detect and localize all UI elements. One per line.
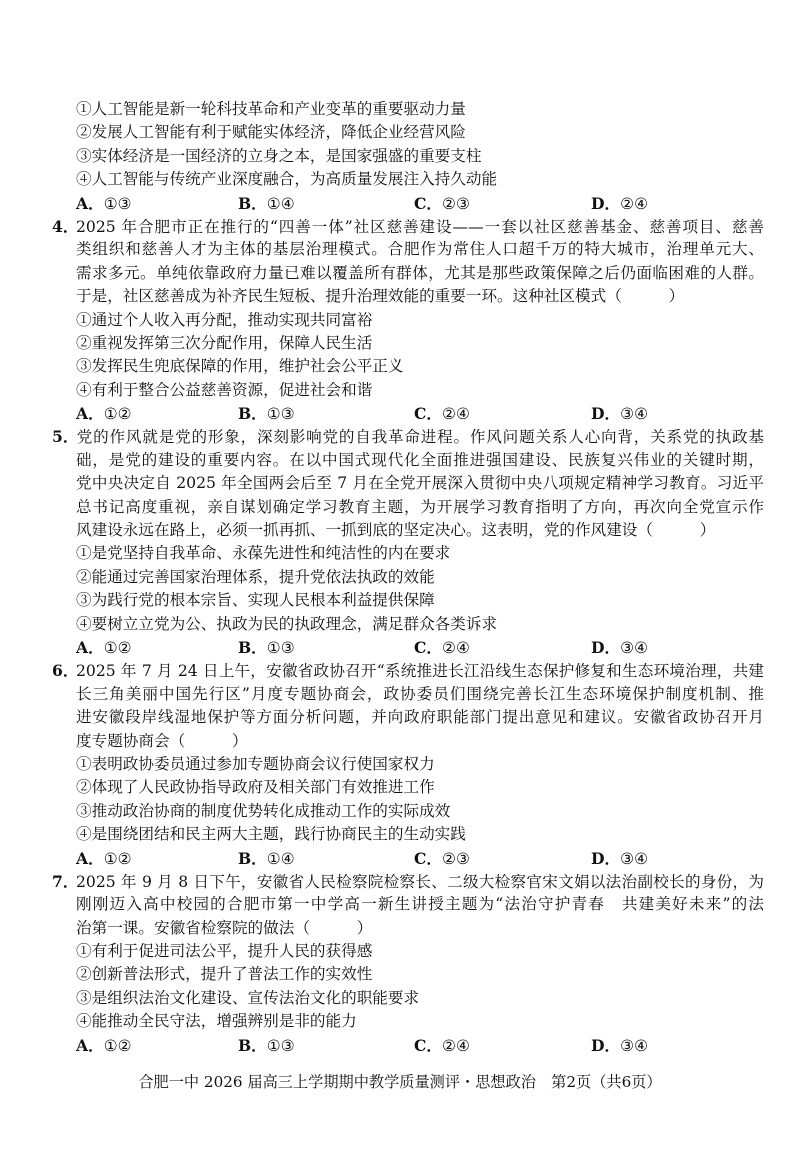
question-number: 7．: [52, 871, 79, 891]
statement: ②能通过完善国家治理体系，提升党依法执政的效能: [76, 567, 435, 586]
question-number: 4．: [52, 216, 79, 236]
statement: ④能推动全民守法，增强辨别是非的能力: [76, 1012, 357, 1031]
question-3: [0, 98, 800, 215]
question-stem-line: 刚刚迈入高中校园的合肥市第一中学高一新生讲授主题为“法治守护青春 共建美好未来”的法: [76, 895, 764, 914]
choice-b: B．①③: [238, 404, 295, 424]
question-stem-line: 长三角美丽中国先行区”月度专题协商会，政协委员们围绕完善长江生态环境保护制度机制、推: [76, 684, 764, 703]
statement: ①有利于促进司法公平，提升人民的获得感: [76, 942, 373, 961]
question-stem-line: 4．2025 年合肥市正在推行的“四善一体”社区慈善建设——一套以社区慈善基金、慈善项目、慈善: [0, 215, 800, 238]
choice-c: C．②③: [414, 193, 470, 213]
statement: ④要树立立党为公、执政为民的执政理念，满足群众各类诉求: [76, 614, 498, 633]
choice-b: B．①③: [238, 1035, 295, 1055]
question-stem-line: 进安徽段岸线湿地保护等方面分析问题，并向政府职能部门提出意见和建议。安徽省政协召开月: [76, 708, 764, 727]
choice-c: C．②④: [414, 637, 470, 657]
question-stem-line: 治第一课。安徽省检察院的做法（ ）: [76, 918, 373, 937]
statement: ④有利于整合公益慈善资源，促进社会和谐: [76, 380, 373, 399]
choice-a: A．①③: [76, 193, 132, 213]
choice-b: B．①④: [238, 193, 295, 213]
choice-b: B．①④: [238, 848, 295, 868]
statement: ③发挥民生兜底保障的作用，维护社会公平正义: [76, 357, 404, 376]
statement: ②重视发挥第三次分配作用，保障人民生活: [76, 333, 373, 352]
choice-d: D．③④: [591, 1035, 649, 1055]
question-stem-line: 7．2025 年 9 月 8 日下午，安徽省人民检察院检察长、二级大检察官宋文娟以法治副校长的身份，为: [0, 870, 800, 893]
statement: ③是组织法治文化建设、宣传法治文化的职能要求: [76, 988, 420, 1007]
statement: ②发展人工智能有利于赋能实体经济，降低企业经营风险: [76, 123, 466, 142]
statement: ③推动政治协商的制度优势转化成推动工作的实际成效: [76, 801, 451, 820]
statement: ①是党坚持自我革命、永葆先进性和纯洁性的内在要求: [76, 544, 451, 563]
statement: ②体现了人民政协指导政府及相关部门有效推进工作: [76, 778, 435, 797]
choice-d: D．③④: [591, 404, 649, 424]
choice-c: C．②④: [414, 404, 470, 424]
question-number: 6．: [52, 661, 79, 681]
question-5: [0, 425, 800, 659]
choice-a: A．①②: [76, 404, 132, 424]
question-6: [0, 659, 800, 870]
statement: ④人工智能与传统产业深度融合，为高质量发展注入持久动能: [76, 170, 498, 189]
question-stem-line: 党中央决定自 2025 年全国两会后至 7 月在全党开展深入贯彻中央八项规定精神学习教育。习近平: [76, 474, 764, 493]
question-stem-line: 于是，社区慈善成为补齐民生短板、提升治理效能的重要一环。这种社区模式（ ）: [76, 287, 685, 306]
page-footer: 合肥一中 2026 届高三上学期期中教学质量测评・思想政治 第2页（共6页）: [138, 1073, 662, 1091]
choice-c: C．②③: [414, 848, 470, 868]
statement: ③为践行党的根本宗旨、实现人民根本利益提供保障: [76, 591, 435, 610]
choice-d: D．③④: [591, 637, 649, 657]
choice-a: A．①②: [76, 637, 132, 657]
answer-choices: [0, 1034, 800, 1057]
question-stem-line: 风建设永远在路上，必须一抓再抓、一抓到底的坚定决心。这表明，党的作风建设（ ）: [76, 521, 716, 540]
statement: ③实体经济是一国经济的立身之本，是国家强盛的重要支柱: [76, 146, 482, 165]
page-content: [0, 98, 800, 1057]
statement: ①人工智能是新一轮科技革命和产业变革的重要驱动力量: [76, 100, 466, 118]
question-stem-line: 5．党的作风就是党的形象，深刻影响党的自我革命进程。作风问题关系人心向背，关系党的执政基: [0, 425, 800, 448]
question-stem-line: 度专题协商会（ ）: [76, 731, 248, 750]
statement: ②创新普法形式，提升了普法工作的实效性: [76, 965, 373, 984]
choice-a: A．①②: [76, 1035, 132, 1055]
question-7: [0, 870, 800, 1057]
question-4: [0, 215, 800, 426]
choice-a: A．①②: [76, 848, 132, 868]
statement: ④是围绕团结和民主两大主题，践行协商民主的生动实践: [76, 825, 466, 844]
answer-choices: [0, 847, 800, 870]
statement: ①通过个人收入再分配，推动实现共同富裕: [76, 310, 373, 329]
choice-c: C．②④: [414, 1035, 470, 1055]
answer-choices: [0, 402, 800, 425]
question-stem-line: 础，是党的建设的重要内容。在以中国式现代化全面推进强国建设、民族复兴伟业的关键时期，: [76, 450, 764, 469]
question-stem-line: 类组织和慈善人才为主体的基层治理模式。合肥作为常住人口超千万的特大城市，治理单元大、: [76, 240, 764, 259]
choice-b: B．①③: [238, 637, 295, 657]
question-stem-line: 需求多元。单纯依靠政府力量已难以覆盖所有群体，尤其是那些政策保障之后仍面临困难的人群。: [76, 263, 764, 282]
question-stem-line: 6．2025 年 7 月 24 日上午，安徽省政协召开“系统推进长江沿线生态保护修复和生态环境治理，共建: [0, 659, 800, 682]
answer-choices: [0, 636, 800, 659]
choice-d: D．③④: [591, 848, 649, 868]
statement: ①表明政协委员通过参加专题协商会议行使国家权力: [76, 754, 435, 773]
question-number: 5．: [52, 427, 79, 447]
choice-d: D．②④: [591, 193, 649, 213]
question-stem-line: 总书记高度重视，亲自谋划确定学习教育主题，为开展学习教育指明了方向，再次向全党宣示作: [76, 497, 764, 516]
answer-choices: [0, 192, 800, 215]
